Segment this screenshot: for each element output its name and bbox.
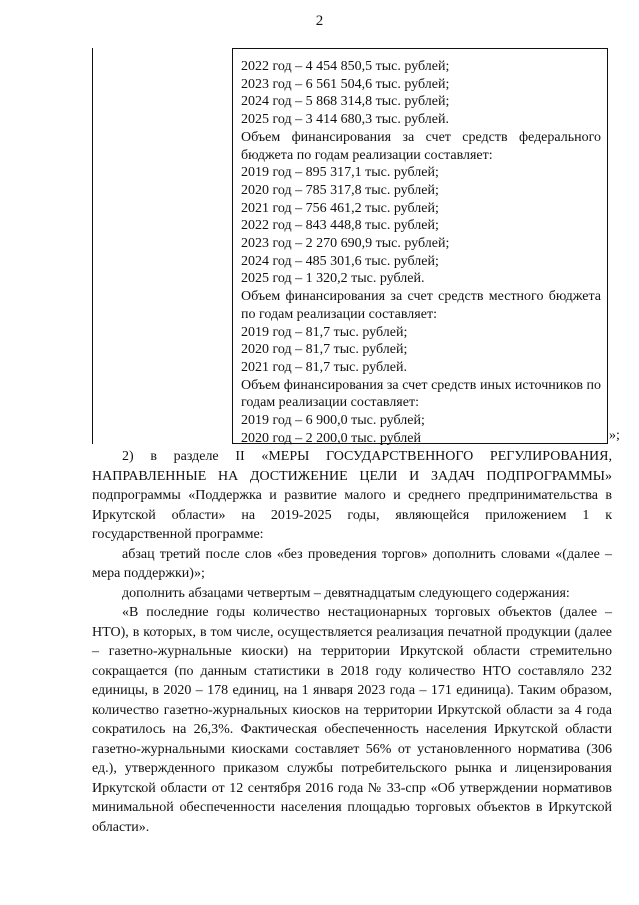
financing-table-cell	[241, 58, 601, 447]
cell-line: 2024 год – 5 868 314,8 тыс. рублей;	[241, 94, 450, 110]
cell-line: 2021 год – 81,7 тыс. рублей.	[241, 359, 407, 375]
cell-line: 2019 год – 895 317,1 тыс. рублей;	[241, 165, 439, 181]
table-left-column-border	[92, 48, 93, 444]
cell-paragraph-local: Объем финансирования за счет средств местного бюджета по годам реализации составляет:	[241, 289, 601, 322]
cell-line: 2021 год – 756 461,2 тыс. рублей;	[241, 200, 439, 216]
closing-quote: »;	[609, 428, 620, 443]
page-number: 2	[315, 13, 324, 29]
cell-line: 2023 год – 6 561 504,6 тыс. рублей;	[241, 76, 450, 92]
cell-line: 2019 год – 81,7 тыс. рублей;	[241, 324, 408, 340]
cell-line: 2019 год – 6 900,0 тыс. рублей;	[241, 413, 425, 429]
cell-line: 2020 год – 785 317,8 тыс. рублей;	[241, 182, 439, 198]
cell-paragraph-other: Объем финансирования за счет средств иных источников по годам реализации составляет:	[241, 377, 601, 411]
cell-line: 2023 год – 2 270 690,9 тыс. рублей;	[241, 236, 450, 252]
paragraph-quote: «В последние годы количество нестационарных торговых объектов (далее – НТО), в которых, в том числе, осуществляется реализация печатной продукции (далее – газетно-журнальные киоски) на территории Иркутской области стремительно сокращается (по данным статистики в 2018 году количество НТО составляло 232 единицы, в 2020 – 178 единиц, на 1 января 2023 года – 171 единица). Таким образом, количество газетно-журнальных киосков на территории Иркутской области за 4 года сократилось на 26,3%. Фактическая обеспеченность населения Иркутской области газетно-журнальными киосками составляет 56% от установленного норматива (306 ед.), утвержденного приказом службы потребительского рынка и лицензирования Иркутской области от 12 сентября 2016 года № 33-спр «Об утверждении нормативов минимальной обеспеченности населения площадью торговых объектов в Иркутской области».	[92, 605, 612, 835]
cell-line: 2025 год – 1 320,2 тыс. рублей.	[241, 271, 425, 287]
cell-line: 2022 год – 4 454 850,5 тыс. рублей;	[241, 59, 450, 74]
cell-paragraph-federal: Объем финансирования за счет средств федерального бюджета по годам реализации составляет:	[241, 129, 601, 163]
cell-line: 2024 год – 485 301,6 тыс. рублей;	[241, 253, 439, 269]
cell-line: 2020 год – 81,7 тыс. рублей;	[241, 342, 408, 358]
document-body	[92, 447, 612, 837]
cell-line: 2022 год – 843 448,8 тыс. рублей;	[241, 218, 439, 234]
paragraph-abzac-3: абзац третий после слов «без проведения торгов» дополнить словами «(далее – мера поддержки)»;	[92, 546, 612, 581]
cell-line: 2025 год – 3 414 680,3 тыс. рублей.	[241, 112, 449, 128]
paragraph-item-2: 2) в разделе II «МЕРЫ ГОСУДАРСТВЕННОГО РЕГУЛИРОВАНИЯ, НАПРАВЛЕННЫЕ НА ДОСТИЖЕНИЕ ЦЕЛИ И ЗАДАЧ ПОДПРОГРАММЫ» подпрограммы «Поддержка и развитие малого и среднего предпринимательства в Иркутской области» на 2019-2025 годы, являющейся приложением 1 к государственной программе:	[92, 449, 612, 542]
cell-line: 2020 год – 2 200,0 тыс. рублей	[241, 430, 421, 446]
paragraph-add: дополнить абзацами четвертым – девятнадцатым следующего содержания:	[122, 585, 570, 601]
